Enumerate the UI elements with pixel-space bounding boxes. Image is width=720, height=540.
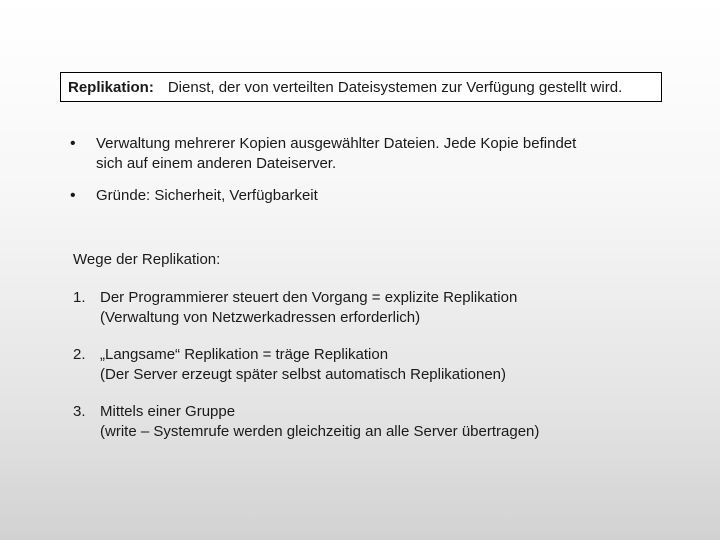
list-number: 1. <box>73 289 86 306</box>
bullet-line: Gründe: Sicherheit, Verfügbarkeit <box>96 187 318 204</box>
definition-text: Dienst, der von verteilten Dateisystemen zur Verfügung gestellt wird. <box>167 78 623 96</box>
list-number: 2. <box>73 346 86 363</box>
bullet-text <box>96 134 660 174</box>
bullet-item <box>70 134 660 174</box>
list-item <box>73 402 673 442</box>
list-text <box>100 288 673 328</box>
definition-term: Replikation: <box>68 78 154 96</box>
list-item <box>73 345 673 385</box>
list-line: (Verwaltung von Netzwerkadressen erforderlich) <box>100 309 421 326</box>
list-line: Der Programmierer steuert den Vorgang = explizite Replikation <box>100 289 518 306</box>
bullet-item <box>70 186 660 206</box>
list-line: (write – Systemrufe werden gleichzeitig an alle Server übertragen) <box>100 423 540 440</box>
section-heading: Wege der Replikation: <box>73 251 221 268</box>
list-item <box>73 288 673 328</box>
numbered-list <box>73 288 673 459</box>
bullet-line: sich auf einem anderen Dateiserver. <box>96 155 337 172</box>
list-line: (Der Server erzeugt später selbst automatisch Replikationen) <box>100 366 507 383</box>
bullet-list <box>70 134 660 218</box>
list-text <box>100 345 673 385</box>
definition-box <box>60 72 662 102</box>
bullet-line: Verwaltung mehrerer Kopien ausgewählter Dateien. Jede Kopie befindet <box>96 135 577 152</box>
bullet-marker: • <box>70 135 76 152</box>
bullet-text <box>96 186 660 206</box>
list-line: Mittels einer Gruppe <box>100 403 236 420</box>
bullet-marker: • <box>70 187 76 204</box>
list-number: 3. <box>73 403 86 420</box>
list-text <box>100 402 673 442</box>
list-line: „Langsame“ Replikation = träge Replikation <box>100 346 389 363</box>
